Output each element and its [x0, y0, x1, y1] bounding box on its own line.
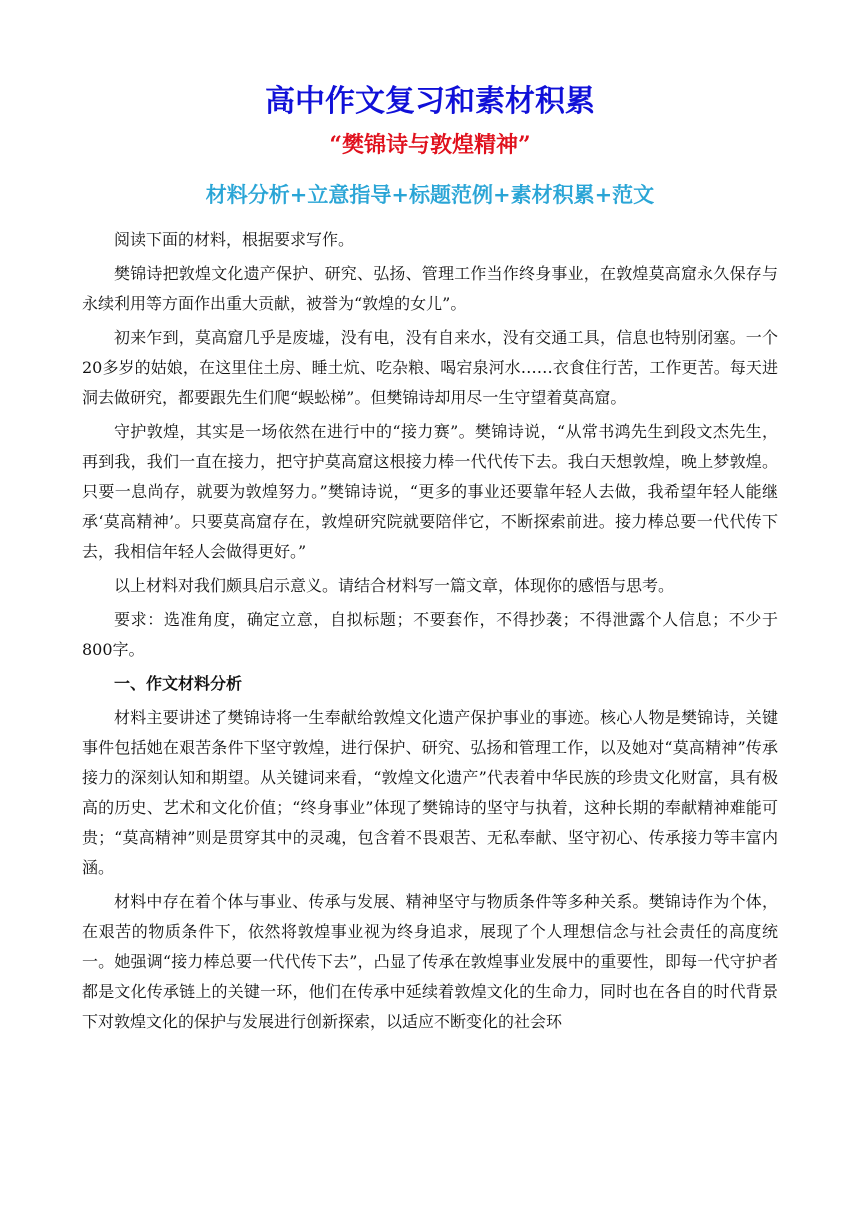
page-subtitle: “樊锦诗与敦煌精神”: [329, 132, 531, 158]
material-paragraph: 初来乍到，莫高窟几乎是废墟，没有电，没有自来水，没有交通工具，信息也特别闭塞。一个20多岁的姑娘，在这里住土房、睡土炕、吃杂粮、喝宕泉河水……衣食住行苦，工作更苦。每天进洞去做研究，都要跟先生们爬“蜈蚣梯”。但樊锦诗却用尽一生守望着莫高窟。: [82, 328, 778, 407]
section-heading: 一、作文材料分析: [114, 674, 243, 693]
analysis-paragraph: 材料中存在着个体与事业、传承与发展、精神坚守与物质条件等多种关系。樊锦诗作为个体，在艰苦的物质条件下，依然将敦煌事业视为终身追求，展现了个人理想信念与社会责任的高度统一。她强调“接力棒总要一代代传下去”，凸显了传承在敦煌事业发展中的重要性，即每一代守护者都是文化传承链上的关键一环，他们在传承中延续着敦煌文化的生命力，同时也在各自的时代背景下对敦煌文化的保护与发展进行创新探索，以适应不断变化的社会环: [82, 892, 778, 1031]
material-paragraph: 樊锦诗把敦煌文化遗产保护、研究、弘扬、管理工作当作终身事业，在敦煌莫高窟永久保存与永续利用等方面作出重大贡献，被誉为“敦煌的女儿”。: [82, 264, 778, 313]
requirements-paragraph: 要求：选准角度，确定立意，自拟标题；不要套作，不得抄袭；不得泄露个人信息；不少于800字。: [82, 610, 778, 659]
page-tagline: 材料分析+立意指导+标题范例+素材积累+范文: [205, 182, 655, 207]
prompt-paragraph: 以上材料对我们颇具启示意义。请结合材料写一篇文章，体现你的感悟与思考。: [114, 576, 675, 595]
page-title: 高中作文复习和素材积累: [265, 84, 595, 119]
analysis-paragraph: 材料主要讲述了樊锦诗将一生奉献给敦煌文化遗产保护事业的事迹。核心人物是樊锦诗，关键事件包括她在艰苦条件下坚守敦煌，进行保护、研究、弘扬和管理工作，以及她对“莫高精神”传承接力的深刻认知和期望。从关键词来看，“敦煌文化遗产”代表着中华民族的珍贵文化财富，具有极高的历史、艺术和文化价值；“终身事业”体现了樊锦诗的坚守与执着，这种长期的奉献精神难能可贵；“莫高精神”则是贯穿其中的灵魂，包含着不畏艰苦、无私奉献、坚守初心、传承接力等丰富内涵。: [82, 708, 778, 877]
material-paragraph: 守护敦煌，其实是一场依然在进行中的“接力赛”。樊锦诗说，“从常书鸿先生到段文杰先生，再到我，我们一直在接力，把守护莫高窟这根接力棒一代代传下去。我白天想敦煌，晚上梦敦煌。只要一息尚存，就要为敦煌努力。”樊锦诗说，“更多的事业还要靠年轻人去做，我希望年轻人能继承‘莫高精神’。只要莫高窟存在，敦煌研究院就要陪伴它，不断探索前进。接力棒总要一代代传下去，我相信年轻人会做得更好。”: [82, 422, 778, 561]
instruction-paragraph: 阅读下面的材料，根据要求写作。: [114, 230, 355, 249]
document-body: [82, 225, 778, 1041]
